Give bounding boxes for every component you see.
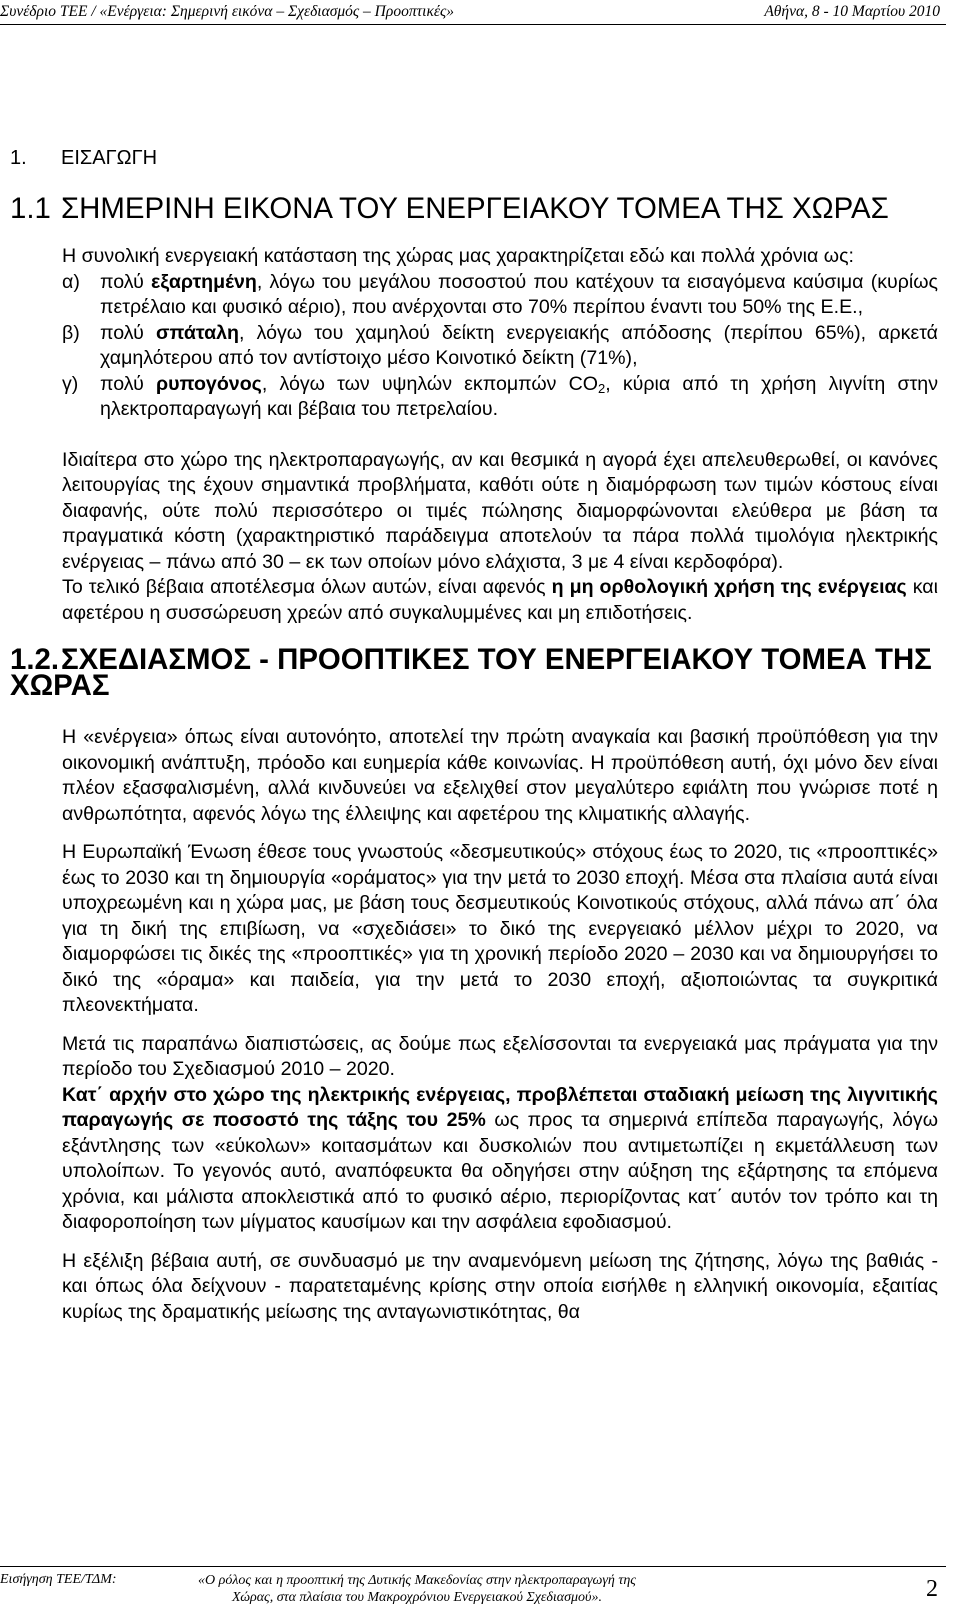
section-1-1-heading: 1.1 ΣΗΜΕΡΙΝΗ ΕΙΚΟΝΑ ΤΟΥ ΕΝΕΡΓΕΙΑΚΟΥ ΤΟΜΕΑ ΤΗΣ ΧΩΡΑΣ — [10, 191, 889, 225]
header-date: Αθήνα, 8 - 10 Μαρτίου 2010 — [764, 3, 940, 20]
page-footer — [0, 1572, 960, 1608]
footer-title: «Ο ρόλος και η προοπτική της Δυτικής Μακεδονίας στην ηλεκτροπαραγωγή της Χώρας, στα πλαίσια του Μακροχρόνιου Ενεργειακού Σχεδιασμού». — [198, 1573, 636, 1605]
result-paragraph: Το τελικό βέβαια αποτέλεσμα όλων αυτών, είναι αφενός η μη ορθολογική χρήση της ενέργειας και αφετέρου η συσσώρευση χρεών από συγκαλυμμένες και μη επιδοτήσεις. — [62, 576, 938, 624]
list-marker: γ) — [62, 372, 79, 395]
market-paragraph: Ιδιαίτερα στο χώρο της ηλεκτροπαραγωγής, αν και θεσμικά η αγορά έχει απελευθερωθεί, οι κανόνες λειτουργίας της έχουν σημαντικά προβλήματα, καθότι ούτε η διαμόρφωση των τιμών κόστους είναι διαφανής, ούτε πολύ περισσότερο οι τιμές πώλησης διαμορφώνονται ελεύθερα με βάση τα πραγματικά κόστη (χαρακτηριστικό παράδειγμα αποτελούν τα πάρα πολλά τιμολόγια ηλεκτρικής ενέργειας – πάνω από 30 – εκ των οποίων μόνο ελάχιστα, 3 με 4 είναι κερδοφόρα). — [62, 448, 938, 573]
list-marker: α) — [62, 270, 80, 293]
eu-paragraph: Η Ευρωπαϊκή Ένωση έθεσε τους γνωστούς «δεσμευτικούς» στόχους έως το 2020, τις «προοπτικές» έως το 2030 και τη δημιουργία «οράματος» για την μετά το 2030 εποχή. Μέσα στα πλαίσια αυτά είναι υποχρεωμένη και η χώρα μας, με βάση τους δεσμευτικούς Κοινοτικούς στόχους, αλλά πάνω απ΄ όλα για τη δική της επιβίωση, να «σχεδιάσει» το δικό της ενεργειακό μέλλον μέχρι το 2020, να διαμορφώσει τις δικές της «προοπτικές» για τη χρονική περίοδο 2020 – 2030 και να δημιουργήσει το δικό της «όραμα» και παιδεία, για την μετά το 2030 εποχή, αξιοποιώντας τα συγκριτικά πλεονεκτήματα. — [62, 841, 938, 1016]
section-1-1-content — [10, 244, 938, 626]
list-marker: β) — [62, 321, 80, 344]
footer-author: Εισήγηση ΤΕΕ/ΤΔΜ: — [0, 1572, 117, 1587]
emphasis-dependent: εξαρτημένη — [151, 270, 257, 293]
list-item-a: α) πολύ εξαρτημένη, λόγω του μεγάλου ποσοστού που κατέχουν τα εισαγόμενα καύσιμα (κυρίως πετρέλαιο και φυσικό αέριο), που ανέρχονται στο 70% περίπου έναντι του 50% της Ε.Ε., — [62, 270, 938, 321]
page-number: 2 — [926, 1576, 938, 1602]
section-1-heading: 1. ΕΙΣΑΓΩΓΗ — [10, 147, 158, 169]
section-1-2-content — [10, 725, 938, 1325]
reduction-paragraph: Η εξέλιξη βέβαια αυτή, σε συνδυασμό με την αναμενόμενη μείωση της ζήτησης, λόγω της βαθιάς - και όπως όλα δείχνουν - παρατεταμένης κρίσης στην οποία εισήλθε η ελληνική οικονομία, εξαιτίας κυρίως της δραματικής μείωσης της ανταγωνιστικότητας, θα — [62, 1249, 938, 1323]
intro-paragraph: Η συνολική ενεργειακή κατάσταση της χώρας μας χαρακτηρίζεται εδώ και πολλά χρόνια ως: — [62, 245, 854, 267]
list-item-b: β) πολύ σπάταλη, λόγω του χαμηλού δείκτη ενεργειακής απόδοσης (περίπου 65%), αρκετά χαμηλότερου από τον αντίστοιχο μέσο Κοινοτικό δείκτη (71%), — [62, 321, 938, 372]
page-header — [0, 0, 960, 24]
section-1-2-heading: 1.2.ΣΧΕΔΙΑΣΜΟΣ - ΠΡΟΟΠΤΙΚΕΣ ΤΟΥ ΕΝΕΡΓΕΙΑΚΟΥ ΤΟΜΕΑ ΤΗΣ ΧΩΡΑΣ — [10, 643, 932, 702]
emphasis-polluting: ρυπογόνος — [155, 372, 262, 395]
list-item-c: γ) πολύ ρυπογόνος, λόγω των υψηλών εκπομπών $CO_2$, κύρια από τη χρήση λιγνίτη στην ηλεκτροπαραγωγή και βέβαια του πετρελαίου. — [62, 372, 938, 423]
lignite-paragraph: Κατ΄ αρχήν στο χώρο της ηλεκτρικής ενέργειας, προβλέπεται σταδιακή μείωση της λιγνιτικής παραγωγής σε ποσοστό της τάξης του 25% ως προς τα σημερινά επίπεδα παραγωγής, λόγω εξάντλησης των «εύκολων» κοιτασμάτων και δυσκολιών που αντιμετωπίζει η εκμετάλλευση των υπολοίπων. Το γεγονός αυτό, αναπόφευκτα θα οδηγήσει στην αύξηση της εξάρτησης τα επόμενα χρόνια, και μάλιστα αποκλειστικά από το φυσικό αέριο, περιορίζοντας κατ΄ αυτόν τον τρόπο και τη διαφοροποίηση των μίγματος καυσίμων και την ασφάλεια εφοδιασμού. — [62, 1083, 938, 1233]
after-paragraph: Μετά τις παραπάνω διαπιστώσεις, ας δούμε πως εξελίσσονται τα ενεργειακά μας πράγματα για την περίοδο του Σχεδιασμού 2010 – 2020. — [62, 1032, 938, 1080]
footer-rule — [0, 1566, 946, 1567]
document-body — [10, 146, 938, 1325]
header-rule — [0, 24, 946, 25]
emphasis-wasteful: σπάταλη — [155, 321, 239, 344]
header-conference: Συνέδριο ΤΕΕ / «Ενέργεια: Σημερινή εικόνα – Σχεδιασμός – Προοπτικές» — [0, 3, 455, 20]
energy-paragraph: Η «ενέργεια» όπως είναι αυτονόητο, αποτελεί την πρώτη αναγκαία και βασική προϋπόθεση για την οικονομική ανάπτυξη, πρόοδο και ευημερία κάθε κοινωνίας. Η προϋπόθεση αυτή, όχι μόνο δεν είναι πλέον εξασφαλισμένη, αλλά κινδυνεύει να εξελιχθεί στον μεγαλύτερο εφιάλτη που γνώρισε ποτέ η ανθρωπότητα, αφενός λόγω της έλλειψης και αφετέρου της κλιματικής αλλαγής. — [62, 726, 938, 825]
